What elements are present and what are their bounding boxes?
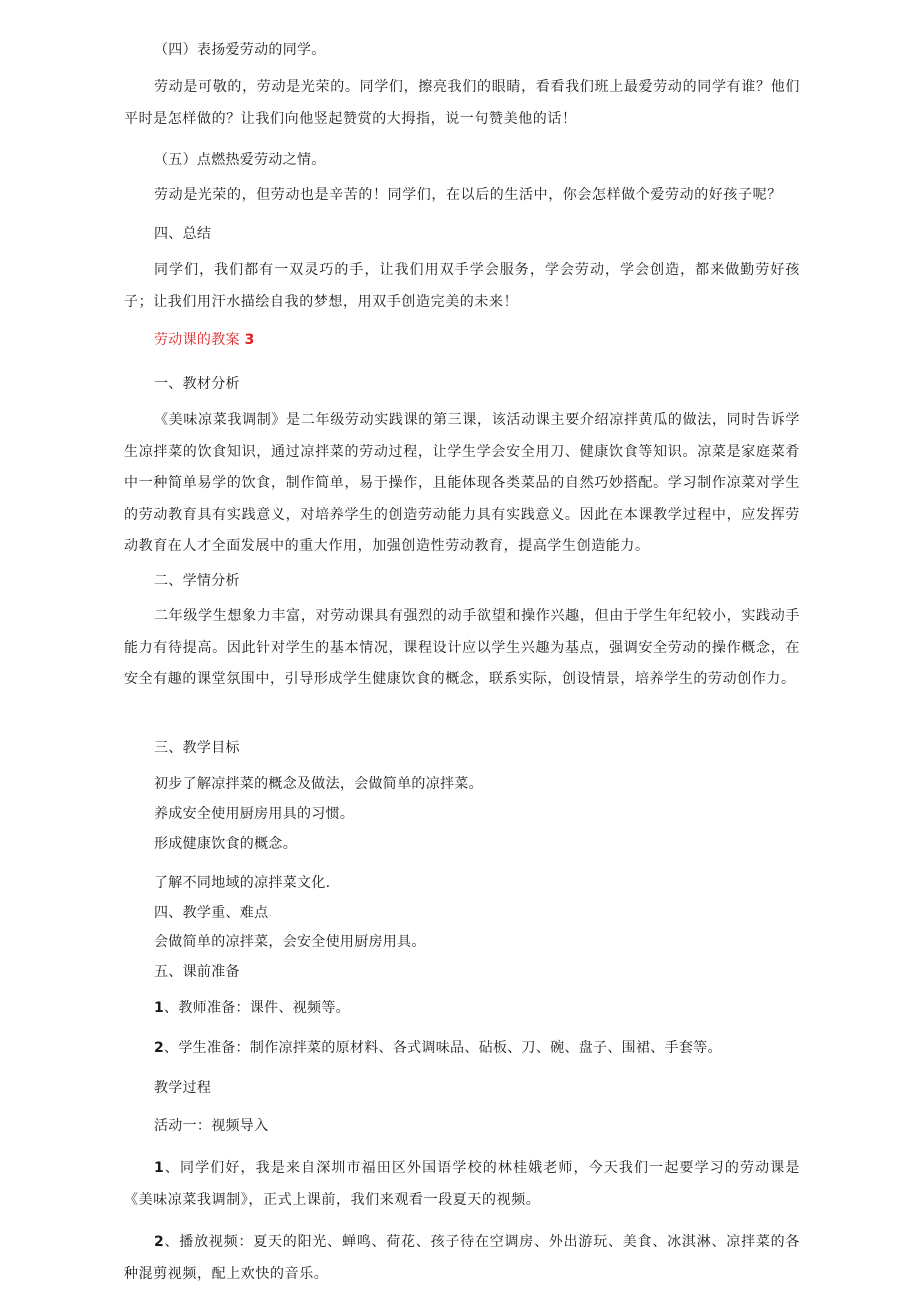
paragraph-summary: 同学们，我们都有一双灵巧的手，让我们用双手学会服务，学会劳动，学会创造，都来做勤劳好孩子；让我们用汗水描绘自我的梦想，用双手创造完美的未来！ xyxy=(124,262,800,310)
prep-item-2-number: 2 xyxy=(154,1040,165,1056)
heading-summary: 四、总结 xyxy=(154,226,212,242)
step-2-text: 、播放视频：夏天的阳光、蝉鸣、荷花、孩子待在空调房、外出游玩、美食、冰淇淋、凉拌菜的各种混剪视频，配上欢快的音乐。 xyxy=(124,1234,800,1282)
goal-item-2: 养成安全使用厨房用具的习惯。 xyxy=(154,806,355,822)
paragraph-praise: 劳动是可敬的，劳动是光荣的。同学们，擦亮我们的眼睛，看看我们班上最爱劳动的同学有谁？他们平时是怎样做的？让我们向他竖起赞赏的大拇指，说一句赞美他的话！ xyxy=(124,79,800,127)
paragraph-material-analysis: 《美味凉菜我调制》是二年级劳动实践课的第三课，该活动课主要介绍凉拌黄瓜的做法，同时告诉学生凉拌菜的饮食知识，通过凉拌菜的劳动过程，让学生学会安全用刀、健康饮食等知识。凉菜是家庭菜肴中一种简单易学的饮食，制作简单，易于操作，且能体现各类菜品的自然巧妙搭配。学习制作凉菜对学生的劳动教育具有实践意义，对培养学生的创造劳动能力具有实践意义。因此在本课教学过程中，应发挥劳动教育在人才全面发展中的重大作用，加强创造性劳动教育，提高学生创造能力。 xyxy=(124,412,800,554)
prep-item-1 xyxy=(154,998,350,1018)
prep-item-2 xyxy=(154,1038,722,1058)
paragraph-student-analysis: 二年级学生想象力丰富，对劳动课具有强烈的动手欲望和操作兴趣，但由于学生年纪较小，实践动手能力有待提高。因此针对学生的基本情况，课程设计应以学生兴趣为基点，强调安全劳动的操作概念，在安全有趣的课堂氛围中，引导形成学生健康饮食的概念，联系实际，创设情景，培养学生的劳动创作力。 xyxy=(124,608,800,687)
heading-teaching-goals: 三、教学目标 xyxy=(154,740,240,756)
lesson-title-text: 劳动课的教案 xyxy=(154,332,240,348)
goal-item-4: 了解不同地域的凉拌菜文化. xyxy=(154,875,331,891)
activity-heading-1: 活动一：视频导入 xyxy=(154,1118,269,1134)
section-heading-praise: （四）表扬爱劳动的同学。 xyxy=(154,42,326,58)
key-points-text: 会做简单的凉拌菜，会安全使用厨房用具。 xyxy=(154,934,426,950)
lesson-title-number: 3 xyxy=(244,332,255,348)
prep-item-1-text: 、教师准备：课件、视频等。 xyxy=(164,1000,350,1016)
step-2-number: 2 xyxy=(154,1234,165,1250)
step-paragraph-2 xyxy=(124,1227,800,1290)
heading-material-analysis: 一、教材分析 xyxy=(154,376,240,392)
heading-key-points: 四、教学重、难点 xyxy=(154,905,269,921)
goal-item-3: 形成健康饮食的概念。 xyxy=(154,836,297,852)
step-paragraph-1 xyxy=(124,1153,800,1216)
goal-item-1: 初步了解凉拌菜的概念及做法，会做简单的凉拌菜。 xyxy=(154,776,483,792)
heading-preparation: 五、课前准备 xyxy=(154,964,240,980)
lesson-title xyxy=(154,330,255,350)
heading-teaching-process: 教学过程 xyxy=(154,1080,212,1096)
prep-item-1-number: 1 xyxy=(154,1000,165,1016)
heading-student-analysis: 二、学情分析 xyxy=(154,573,240,589)
step-1-number: 1 xyxy=(154,1160,165,1176)
prep-item-2-text: 、学生准备：制作凉拌菜的原材料、各式调味品、砧板、刀、碗、盘子、围裙、手套等。 xyxy=(164,1040,722,1056)
section-heading-ignite: （五）点燃热爱劳动之情。 xyxy=(154,152,326,168)
paragraph-ignite: 劳动是光荣的，但劳动也是辛苦的！同学们，在以后的生活中，你会怎样做个爱劳动的好孩子呢？ xyxy=(154,187,782,203)
step-1-text: 、同学们好，我是来自深圳市福田区外国语学校的林桂娥老师，今天我们一起要学习的劳动课是《美味凉菜我调制》，正式上课前，我们来观看一段夏天的视频。 xyxy=(124,1160,800,1208)
